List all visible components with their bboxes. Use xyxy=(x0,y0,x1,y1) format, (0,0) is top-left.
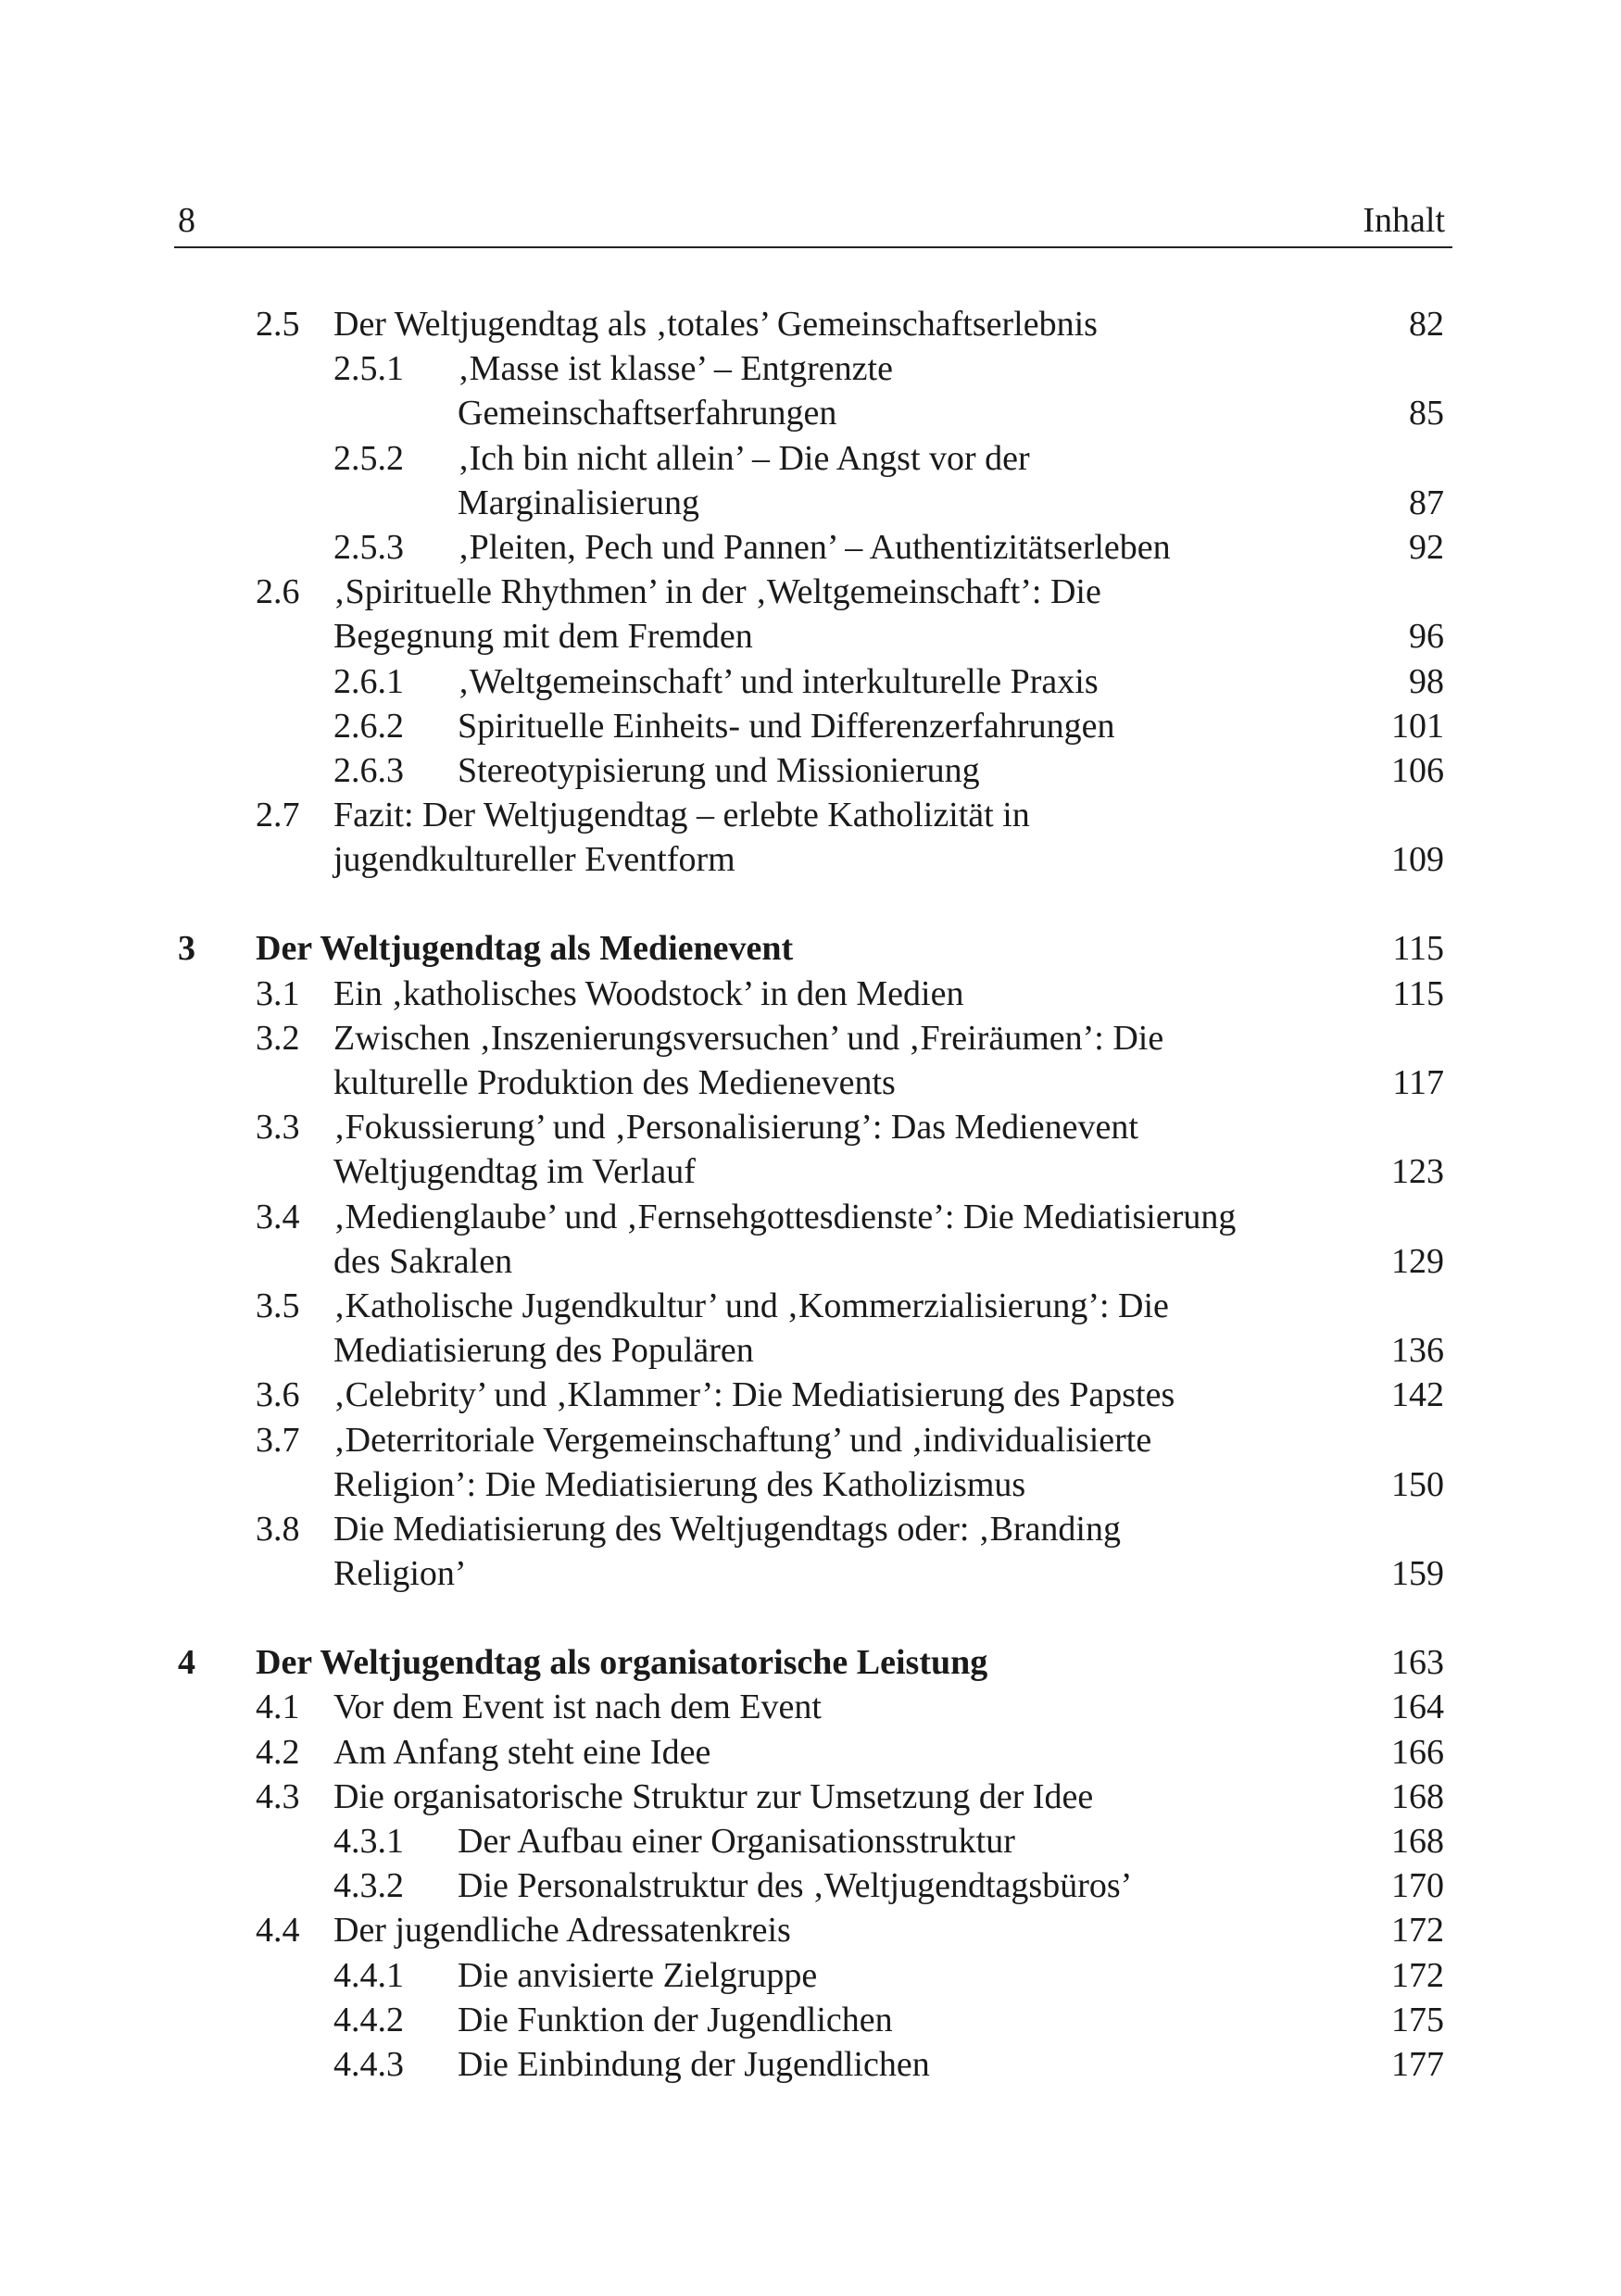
entry-page: 142 xyxy=(1391,1375,1444,1415)
entry-page: 150 xyxy=(1391,1464,1444,1504)
entry-title-continued: kulturelle Produktion des Medienevents xyxy=(333,1063,896,1102)
entry-page: 163 xyxy=(1391,1643,1444,1683)
entry-number: 2.5.2 xyxy=(333,438,404,478)
entry-number: 4.4 xyxy=(256,1911,300,1951)
toc-entry-4-2[interactable] xyxy=(0,1730,1621,1775)
entry-page: 82 xyxy=(1409,305,1444,344)
entry-title: Am Anfang steht eine Idee xyxy=(333,1732,711,1772)
toc-entry-2-6-3[interactable] xyxy=(0,748,1621,793)
entry-number: 2.5 xyxy=(256,305,300,344)
toc-entry-2-6-2[interactable] xyxy=(0,704,1621,748)
toc-entry-2-6-1[interactable] xyxy=(0,659,1621,704)
table-of-contents xyxy=(0,302,1621,2087)
entry-title: Die Personalstruktur des ‚Weltjugendtagsbüros’ xyxy=(458,1866,1133,1906)
toc-entry-3-1[interactable] xyxy=(0,972,1621,1016)
entry-page: 166 xyxy=(1391,1732,1444,1772)
running-header xyxy=(174,194,1452,248)
entry-number: 4.3.1 xyxy=(333,1822,404,1861)
entry-title: ‚Masse ist klasse’ – Entgrenzte xyxy=(458,349,893,389)
entry-title-continued: des Sakralen xyxy=(333,1241,513,1281)
entry-page: 159 xyxy=(1391,1554,1444,1594)
entry-page: 172 xyxy=(1391,1955,1444,1995)
entry-title: Die Einbindung der Jugendlichen xyxy=(458,2044,930,2084)
entry-page: 172 xyxy=(1391,1911,1444,1951)
toc-entry-3-4-cont[interactable] xyxy=(0,1239,1621,1284)
toc-chapter-3[interactable] xyxy=(0,926,1621,971)
entry-title: Die Funktion der Jugendlichen xyxy=(458,2000,893,2039)
entry-number: 2.6.1 xyxy=(333,661,404,701)
section-gap xyxy=(0,1596,1621,1640)
toc-entry-3-5[interactable] xyxy=(0,1284,1621,1328)
toc-entry-2-7[interactable] xyxy=(0,793,1621,837)
entry-page: 92 xyxy=(1409,527,1444,567)
toc-entry-4-4[interactable] xyxy=(0,1908,1621,1952)
entry-page: 115 xyxy=(1392,973,1444,1013)
toc-entry-2-6-cont[interactable] xyxy=(0,614,1621,659)
entry-number: 3.4 xyxy=(256,1197,300,1236)
toc-entry-2-5[interactable] xyxy=(0,302,1621,346)
entry-number: 4.1 xyxy=(256,1687,300,1727)
entry-title: ‚Katholische Jugendkultur’ und ‚Kommerzialisierung’: Die xyxy=(333,1286,1169,1325)
toc-entry-4-4-1[interactable] xyxy=(0,1953,1621,1998)
running-title: Inhalt xyxy=(1363,201,1445,240)
toc-entry-4-1[interactable] xyxy=(0,1685,1621,1729)
entry-title: ‚Medienglaube’ und ‚Fernsehgottesdienste’: Die Mediatisierung xyxy=(333,1197,1237,1236)
toc-entry-3-5-cont[interactable] xyxy=(0,1328,1621,1373)
entry-title: Zwischen ‚Inszenierungsversuchen’ und ‚Freiräumen’: Die xyxy=(333,1018,1164,1058)
entry-title-continued: Religion’ xyxy=(333,1554,467,1594)
toc-entry-4-4-2[interactable] xyxy=(0,1998,1621,2042)
entry-page: 96 xyxy=(1409,617,1444,657)
entry-title: ‚Deterritoriale Vergemeinschaftung’ und ‚individualisierte xyxy=(333,1420,1152,1460)
entry-page: 98 xyxy=(1409,661,1444,701)
entry-title: ‚Weltgemeinschaft’ und interkulturelle Praxis xyxy=(458,661,1099,701)
entry-title: ‚Celebrity’ und ‚Klammer’: Die Mediatisierung des Papstes xyxy=(333,1375,1175,1415)
entry-number: 3.6 xyxy=(256,1375,300,1415)
entry-page: 168 xyxy=(1391,1822,1444,1861)
toc-entry-3-2-cont[interactable] xyxy=(0,1060,1621,1105)
entry-number: 4.2 xyxy=(256,1732,300,1772)
entry-number: 3.2 xyxy=(256,1018,300,1058)
entry-page: 87 xyxy=(1409,483,1444,522)
entry-title-continued: Weltjugendtag im Verlauf xyxy=(333,1152,696,1192)
toc-entry-3-3-cont[interactable] xyxy=(0,1149,1621,1194)
toc-chapter-4[interactable] xyxy=(0,1640,1621,1685)
toc-entry-4-3-1[interactable] xyxy=(0,1819,1621,1863)
toc-entry-3-6[interactable] xyxy=(0,1373,1621,1417)
page-number: 8 xyxy=(178,201,195,240)
entry-page: 168 xyxy=(1391,1776,1444,1816)
chapter-number: 4 xyxy=(178,1643,195,1683)
entry-title: Spirituelle Einheits- und Differenzerfahrungen xyxy=(458,706,1115,746)
entry-title-continued: Begegnung mit dem Fremden xyxy=(333,617,753,657)
entry-number: 4.3.2 xyxy=(333,1866,404,1906)
entry-number: 3.1 xyxy=(256,973,300,1013)
entry-title-continued: Marginalisierung xyxy=(458,483,700,522)
toc-entry-3-2[interactable] xyxy=(0,1016,1621,1060)
entry-page: 175 xyxy=(1391,2000,1444,2039)
toc-entry-3-3[interactable] xyxy=(0,1105,1621,1149)
entry-page: 177 xyxy=(1391,2044,1444,2084)
toc-entry-3-4[interactable] xyxy=(0,1195,1621,1239)
chapter-number: 3 xyxy=(178,929,195,969)
toc-entry-2-5-3[interactable] xyxy=(0,525,1621,570)
toc-entry-2-5-2-cont[interactable] xyxy=(0,481,1621,525)
entry-title: Der Aufbau einer Organisationsstruktur xyxy=(458,1822,1015,1861)
entry-title: Die Mediatisierung des Weltjugendtags oder: ‚Branding xyxy=(333,1509,1121,1549)
chapter-title: Der Weltjugendtag als Medienevent xyxy=(256,929,794,969)
entry-title: ‚Pleiten, Pech und Pannen’ – Authentizitätserleben xyxy=(458,527,1171,567)
entry-title: Die organisatorische Struktur zur Umsetzung der Idee xyxy=(333,1776,1094,1816)
toc-entry-2-5-1[interactable] xyxy=(0,346,1621,391)
entry-page: 123 xyxy=(1391,1152,1444,1192)
toc-entry-4-3-2[interactable] xyxy=(0,1863,1621,1908)
section-gap xyxy=(0,882,1621,926)
entry-page: 115 xyxy=(1392,929,1444,969)
entry-number: 2.7 xyxy=(256,796,300,835)
entry-title: Vor dem Event ist nach dem Event xyxy=(333,1687,822,1727)
entry-title-continued: Religion’: Die Mediatisierung des Katholizismus xyxy=(333,1464,1026,1504)
entry-title: Die anvisierte Zielgruppe xyxy=(458,1955,818,1995)
entry-title: ‚Spirituelle Rhythmen’ in der ‚Weltgemeinschaft’: Die xyxy=(333,572,1101,612)
entry-title-continued: Mediatisierung des Populären xyxy=(333,1331,754,1371)
entry-page: 101 xyxy=(1391,706,1444,746)
entry-title-continued: Gemeinschaftserfahrungen xyxy=(458,394,837,433)
entry-number: 2.6 xyxy=(256,572,300,612)
entry-number: 2.5.1 xyxy=(333,349,404,389)
entry-page: 129 xyxy=(1391,1241,1444,1281)
toc-entry-2-5-1-cont[interactable] xyxy=(0,391,1621,435)
entry-number: 2.5.3 xyxy=(333,527,404,567)
entry-number: 2.6.2 xyxy=(333,706,404,746)
entry-page: 106 xyxy=(1391,750,1444,790)
entry-number: 2.6.3 xyxy=(333,750,404,790)
entry-title: Stereotypisierung und Missionierung xyxy=(458,750,980,790)
toc-entry-2-5-2[interactable] xyxy=(0,436,1621,481)
entry-number: 4.4.2 xyxy=(333,2000,404,2039)
entry-title: Der Weltjugendtag als ‚totales’ Gemeinschaftserlebnis xyxy=(333,305,1098,344)
toc-entry-2-7-cont[interactable] xyxy=(0,837,1621,882)
toc-entry-3-8[interactable] xyxy=(0,1507,1621,1551)
toc-entry-3-7[interactable] xyxy=(0,1418,1621,1462)
entry-title: Ein ‚katholisches Woodstock’ in den Medien xyxy=(333,973,964,1013)
entry-number: 3.8 xyxy=(256,1509,300,1549)
entry-title: Fazit: Der Weltjugendtag – erlebte Katholizität in xyxy=(333,796,1030,835)
entry-page: 136 xyxy=(1391,1331,1444,1371)
entry-number: 3.3 xyxy=(256,1108,300,1148)
entry-title: ‚Fokussierung’ und ‚Personalisierung’: Das Medienevent xyxy=(333,1108,1138,1148)
toc-entry-3-8-cont[interactable] xyxy=(0,1551,1621,1596)
entry-page: 164 xyxy=(1391,1687,1444,1727)
entry-number: 3.5 xyxy=(256,1286,300,1325)
entry-number: 3.7 xyxy=(256,1420,300,1460)
toc-entry-2-6[interactable] xyxy=(0,570,1621,614)
entry-title: ‚Ich bin nicht allein’ – Die Angst vor der xyxy=(458,438,1030,478)
entry-number: 4.3 xyxy=(256,1776,300,1816)
chapter-title: Der Weltjugendtag als organisatorische Leistung xyxy=(256,1643,988,1683)
entry-title-continued: jugendkultureller Eventform xyxy=(333,840,735,880)
entry-page: 117 xyxy=(1392,1063,1444,1102)
entry-number: 4.4.1 xyxy=(333,1955,404,1995)
entry-title: Der jugendliche Adressatenkreis xyxy=(333,1911,791,1951)
toc-entry-4-3[interactable] xyxy=(0,1775,1621,1819)
toc-entry-4-4-3[interactable] xyxy=(0,2042,1621,2087)
entry-page: 109 xyxy=(1391,840,1444,880)
entry-page: 170 xyxy=(1391,1866,1444,1906)
toc-entry-3-7-cont[interactable] xyxy=(0,1462,1621,1507)
entry-page: 85 xyxy=(1409,394,1444,433)
entry-number: 4.4.3 xyxy=(333,2044,404,2084)
